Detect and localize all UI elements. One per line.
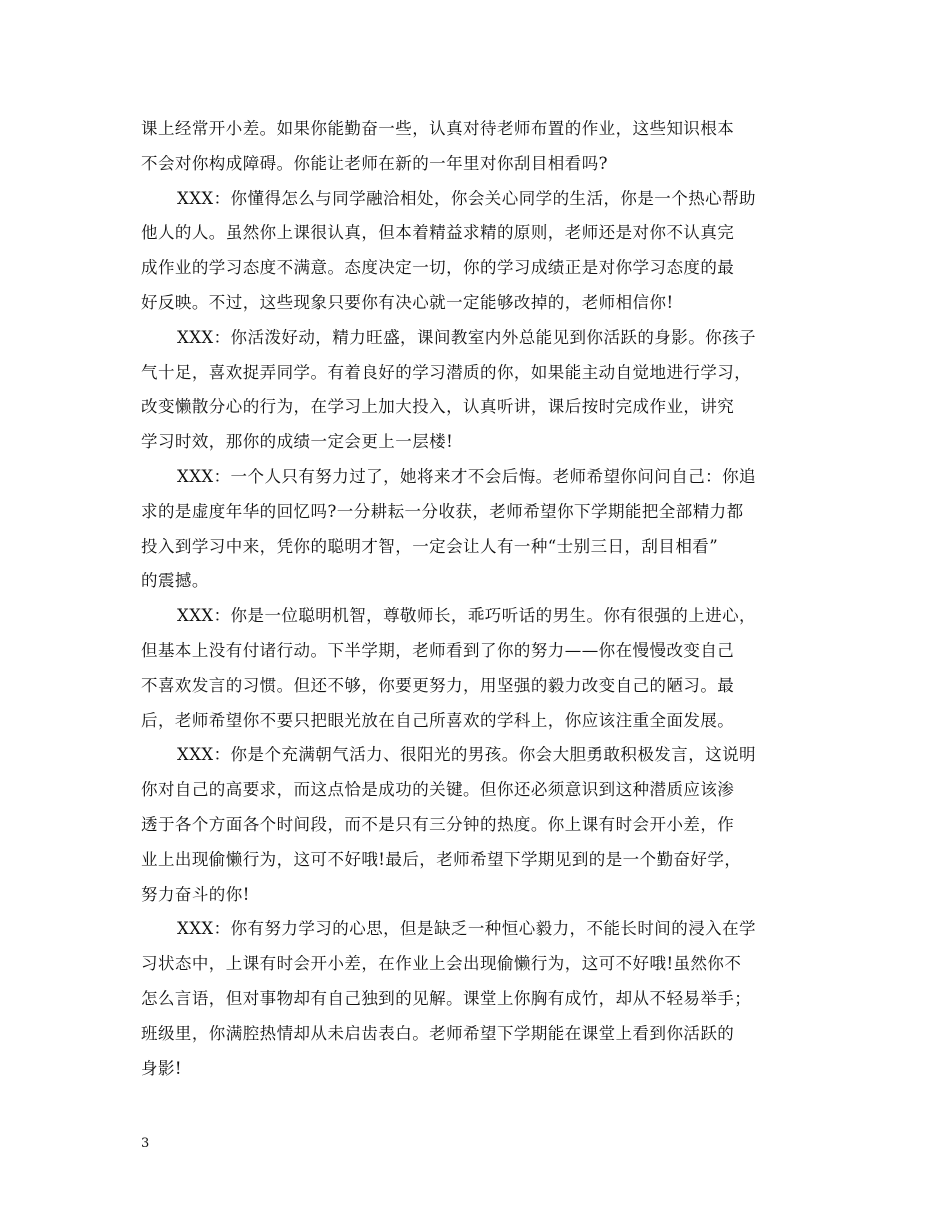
paragraph-first-line: XXX：你是个充满朝气活力、很阳光的男孩。你会大胆勇敢积极发言，这说明 — [177, 745, 756, 765]
text-line: 不喜欢发言的习惯。但还不够，你要更努力，用坚强的毅力改变自己的陋习。最 — [141, 675, 735, 695]
text-line: 投入到学习中来，凭你的聪明才智，一定会让人有一种“士别三日，刮目相看” — [141, 536, 719, 556]
text-line: 身影! — [141, 1058, 182, 1078]
text-line: 不会对你构成障碍。你能让老师在新的一年里对你刮目相看吗? — [141, 153, 608, 173]
text-line: 后，老师希望你不要只把眼光放在自己所喜欢的学科上，你应该注重全面发展。 — [141, 710, 735, 730]
text-line: 学习时效，那你的成绩一定会更上一层楼! — [141, 432, 454, 452]
paragraph-first-line: XXX：你是一位聪明机智，尊敬师长，乖巧听话的男生。你有很强的上进心， — [177, 606, 756, 626]
paragraph-first-line: XXX：你懂得怎么与同学融洽相处，你会关心同学的生活，你是一个热心帮助 — [177, 188, 756, 208]
text-line: 班级里，你满腔热情却从未启齿表白。老师希望下学期能在课堂上看到你活跃的 — [141, 1023, 735, 1043]
text-line: 成作业的学习态度不满意。态度决定一切，你的学习成绩正是对你学习态度的最 — [141, 258, 735, 278]
text-line: 努力奋斗的你! — [141, 884, 250, 904]
text-line: 但基本上没有付诸行动。下半学期，老师看到了你的努力——你在慢慢改变自己 — [141, 640, 735, 660]
page-number: 3 — [141, 1136, 150, 1151]
text-line: 好反映。不过，这些现象只要你有决心就一定能够改掉的，老师相信你! — [141, 292, 674, 312]
text-line: 透于各个方面各个时间段，而不是只有三分钟的热度。你上课有时会开小差，作 — [141, 814, 735, 834]
paragraph-first-line: XXX：你有努力学习的心思，但是缺乏一种恒心毅力，不能长时间的浸入在学 — [177, 919, 756, 939]
text-line: 业上出现偷懒行为，这可不好哦!最后，老师希望下学期见到的是一个勤奋好学， — [141, 849, 742, 869]
text-line: 改变懒散分心的行为，在学习上加大投入，认真听讲，课后按时完成作业，讲究 — [141, 397, 735, 417]
text-line: 习状态中，上课有时会开小差，在作业上会出现偷懒行为，这可不好哦!虽然你不 — [141, 954, 742, 974]
text-line: 求的是虚度年华的回忆吗?一分耕耘一分收获，老师希望你下学期能把全部精力都 — [141, 501, 744, 521]
text-line: 他人的人。虽然你上课很认真，但本着精益求精的原则，老师还是对你不认真完 — [141, 223, 735, 243]
text-line: 课上经常开小差。如果你能勤奋一些，认真对待老师布置的作业，这些知识根本 — [141, 119, 735, 138]
paragraph-first-line: XXX：你活泼好动，精力旺盛，课间教室内外总能见到你活跃的身影。你孩子 — [177, 327, 756, 347]
text-line: 你对自己的高要求，而这点恰是成功的关键。但你还必须意识到这种潜质应该渗 — [141, 780, 735, 800]
paragraph-first-line: XXX：一个人只有努力过了，她将来才不会后悔。老师希望你问问自己：你追 — [177, 466, 756, 486]
text-line: 的震撼。 — [141, 571, 209, 591]
document-body — [141, 112, 811, 1086]
text-line: 气十足，喜欢捉弄同学。有着良好的学习潜质的你，如果能主动自觉地进行学习， — [141, 362, 752, 382]
text-line: 怎么言语，但对事物却有自己独到的见解。课堂上你胸有成竹，却从不轻易举手； — [141, 988, 752, 1008]
